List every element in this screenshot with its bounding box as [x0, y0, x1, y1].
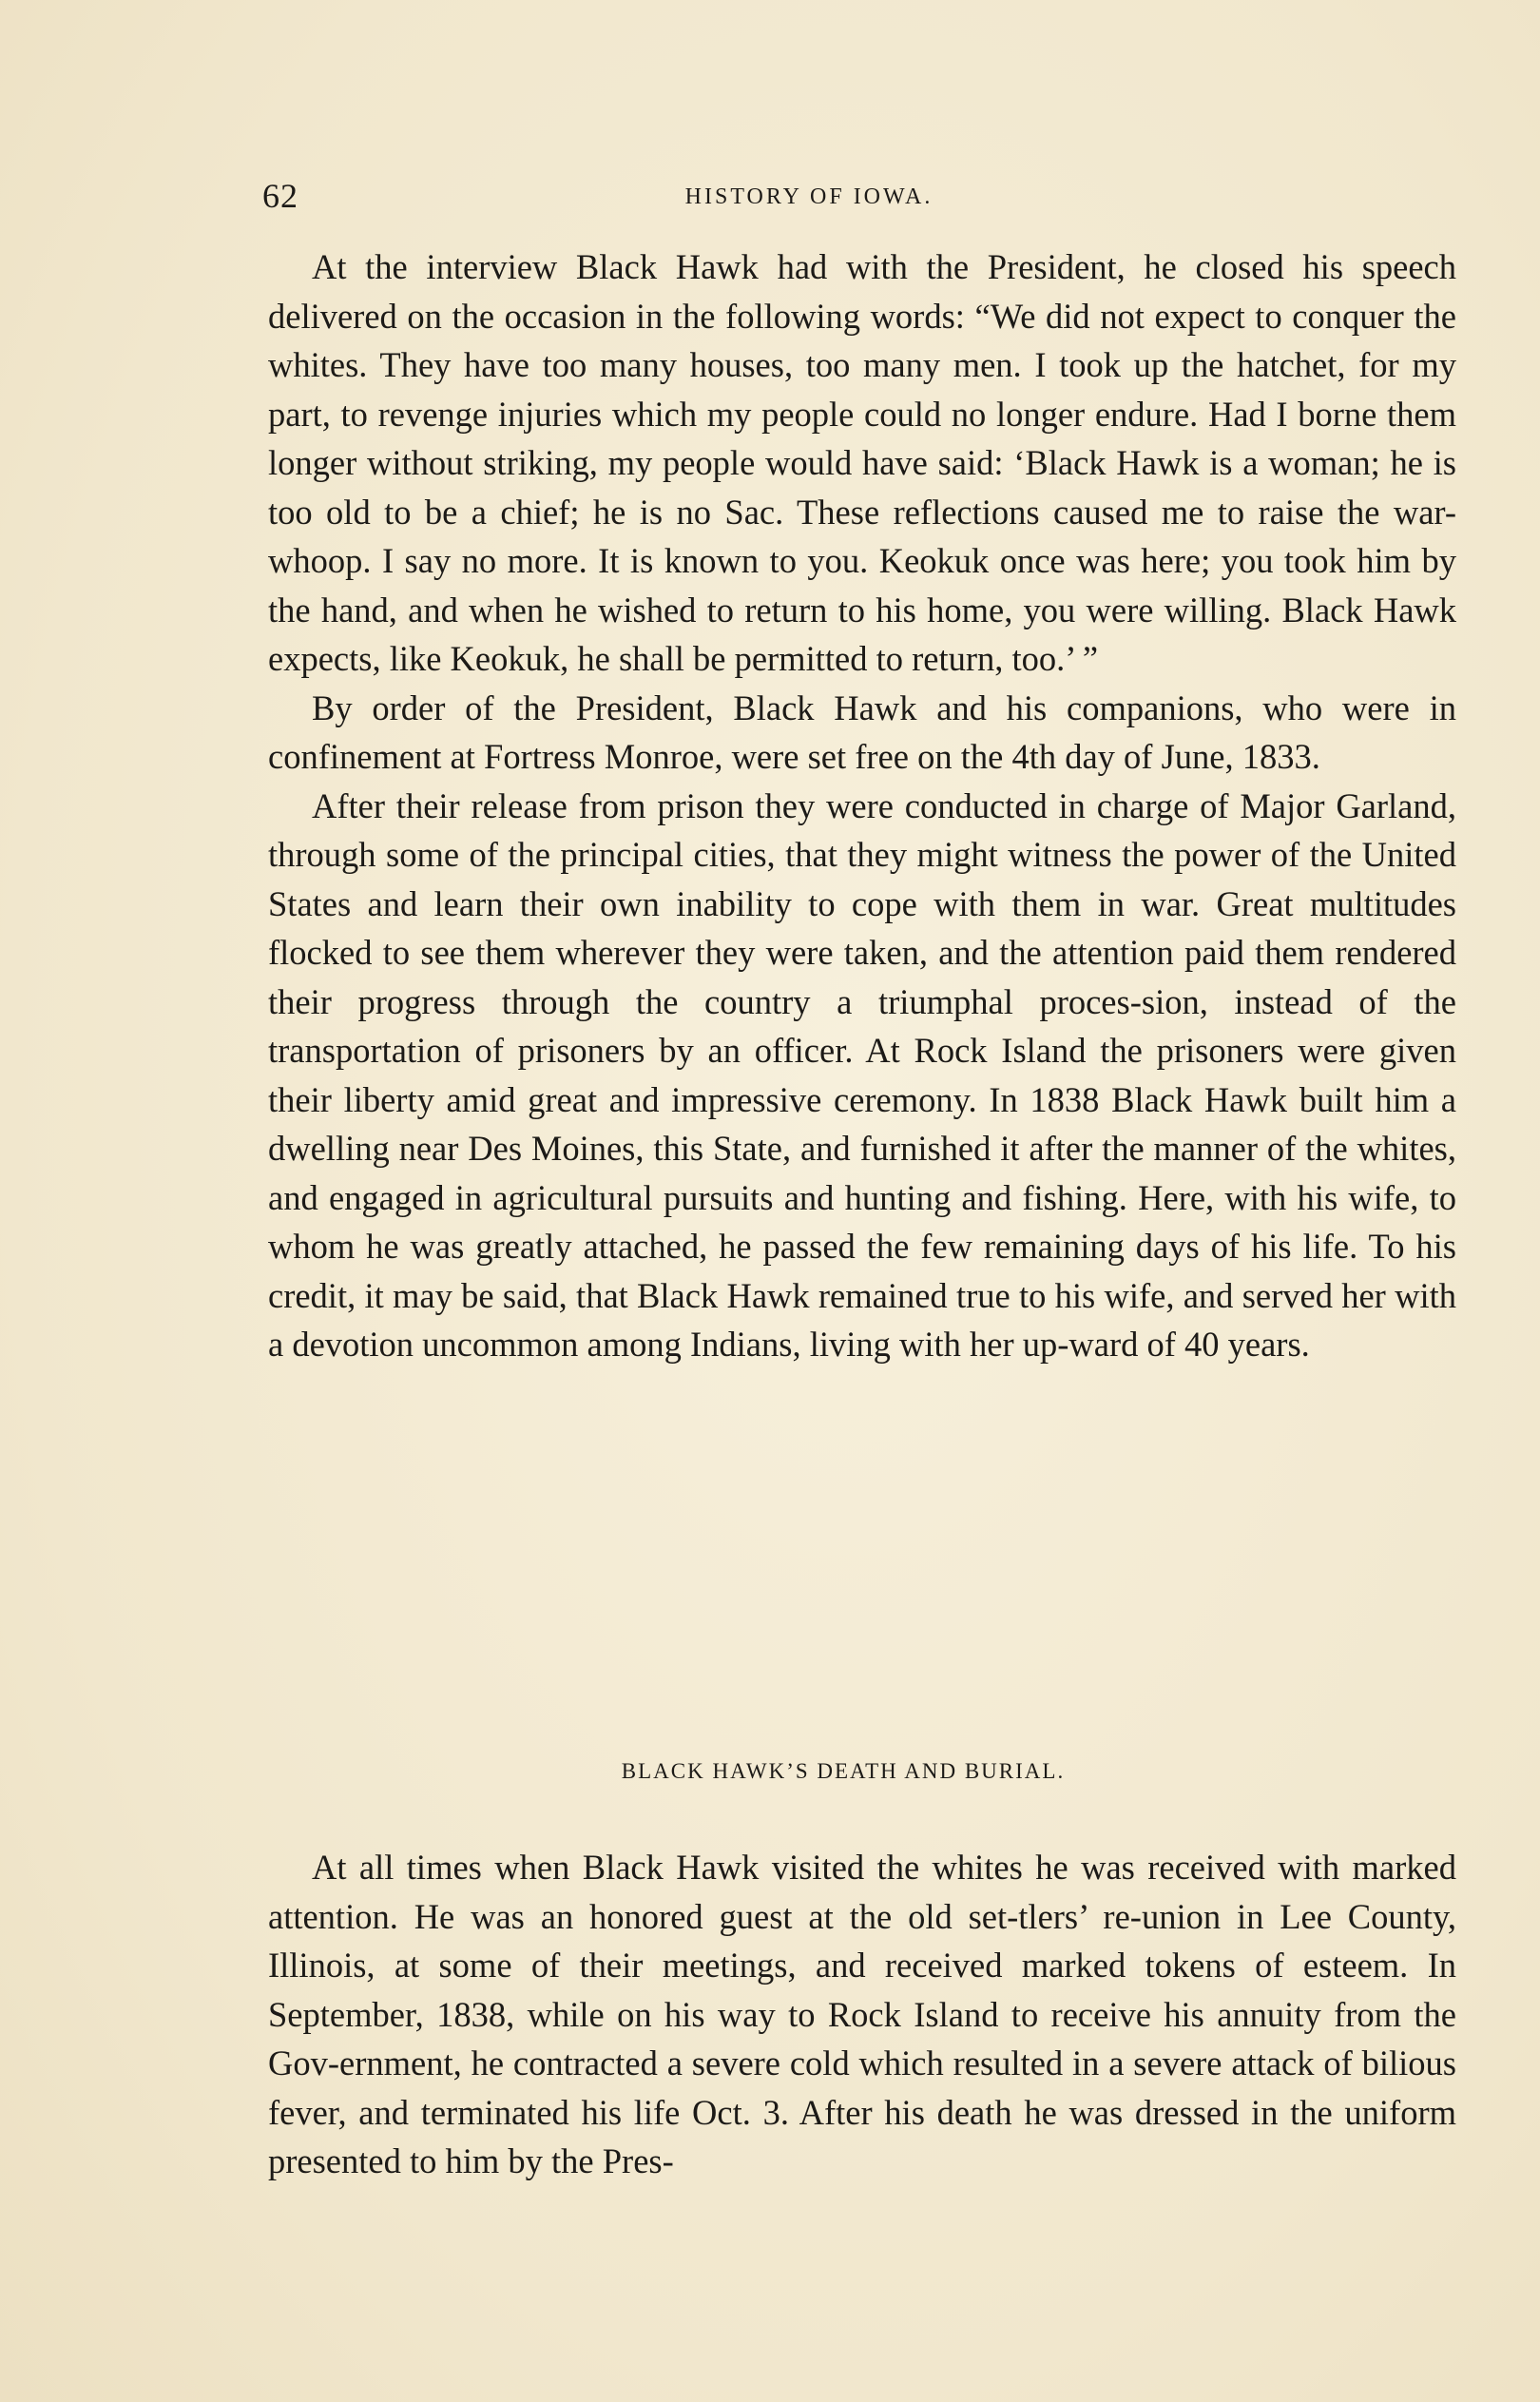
section-heading-text: BLACK HAWK’S DEATH AND BURIAL. — [621, 1759, 1066, 1783]
running-title-text: HISTORY OF IOWA. — [684, 184, 934, 209]
paragraph-speech: At the interview Black Hawk had with the President, he closed his speech delivered on the occasion in the following words: “We did not expect to conquer the whites. They have too many houses, too many men. I took up the hatchet, for my part, to revenge injuries which my people could no longer endure. Had I borne them longer without striking, my people would have said: ‘Black Hawk is a woman; he is too old to be a chief; he is no Sac. These reflections caused me to raise the war-whoop. I say no more. It is known to you. Keokuk once was here; you took him by the hand, and when he wished to return to his home, you were willing. Black Hawk expects, like Keokuk, he shall be permitted to return, too.’ ” — [268, 247, 1456, 678]
main-text — [268, 242, 1456, 1369]
paragraph-release-order: By order of the President, Black Hawk and his companions, who were in confinement at Fortress Monroe, were set free on the 4th day of June, 1833. — [268, 688, 1456, 776]
paragraph-death: At all times when Black Hawk visited the whites he was received with marked attention. He was an honored guest at the old set-tlers’ re-union in Lee County, Illinois, at some of their meetings, and received marked tokens of esteem. In September, 1838, while on his way to Rock Island to receive his annuity from the Gov-ernment, he contracted a severe cold which resulted in a severe attack of bilious fever, and terminated his life Oct. 3. After his death he was dressed in the uniform presented to him by the Pres- — [268, 1848, 1456, 2180]
section-heading — [268, 1757, 1456, 1786]
page-header — [262, 177, 1318, 224]
page-number: 62 — [262, 177, 298, 215]
paragraph-tour: After their release from prison they were conducted in charge of Major Garland, through some of the principal cities, that they might witness the power of the United States and learn their own inability to cope with them in war. Great multitudes flocked to see them wherever they were taken, and the attention paid them rendered their progress through the country a triumphal proces-sion, instead of the transportation of prisoners by an officer. At Rock Island the prisoners were given their liberty amid great and impressive ceremony. In 1838 Black Hawk built him a dwelling near Des Moines, this State, and furnished it after the manner of the whites, and engaged in agricultural pursuits and hunting and fishing. Here, with his wife, to whom he was greatly attached, he passed the few remaining days of his life. To his credit, it may be said, that Black Hawk remained true to his wife, and served her with a devotion uncommon among Indians, living with her up-ward of 40 years. — [268, 785, 1456, 1364]
running-title — [433, 183, 1318, 211]
section-text — [268, 1843, 1456, 2186]
